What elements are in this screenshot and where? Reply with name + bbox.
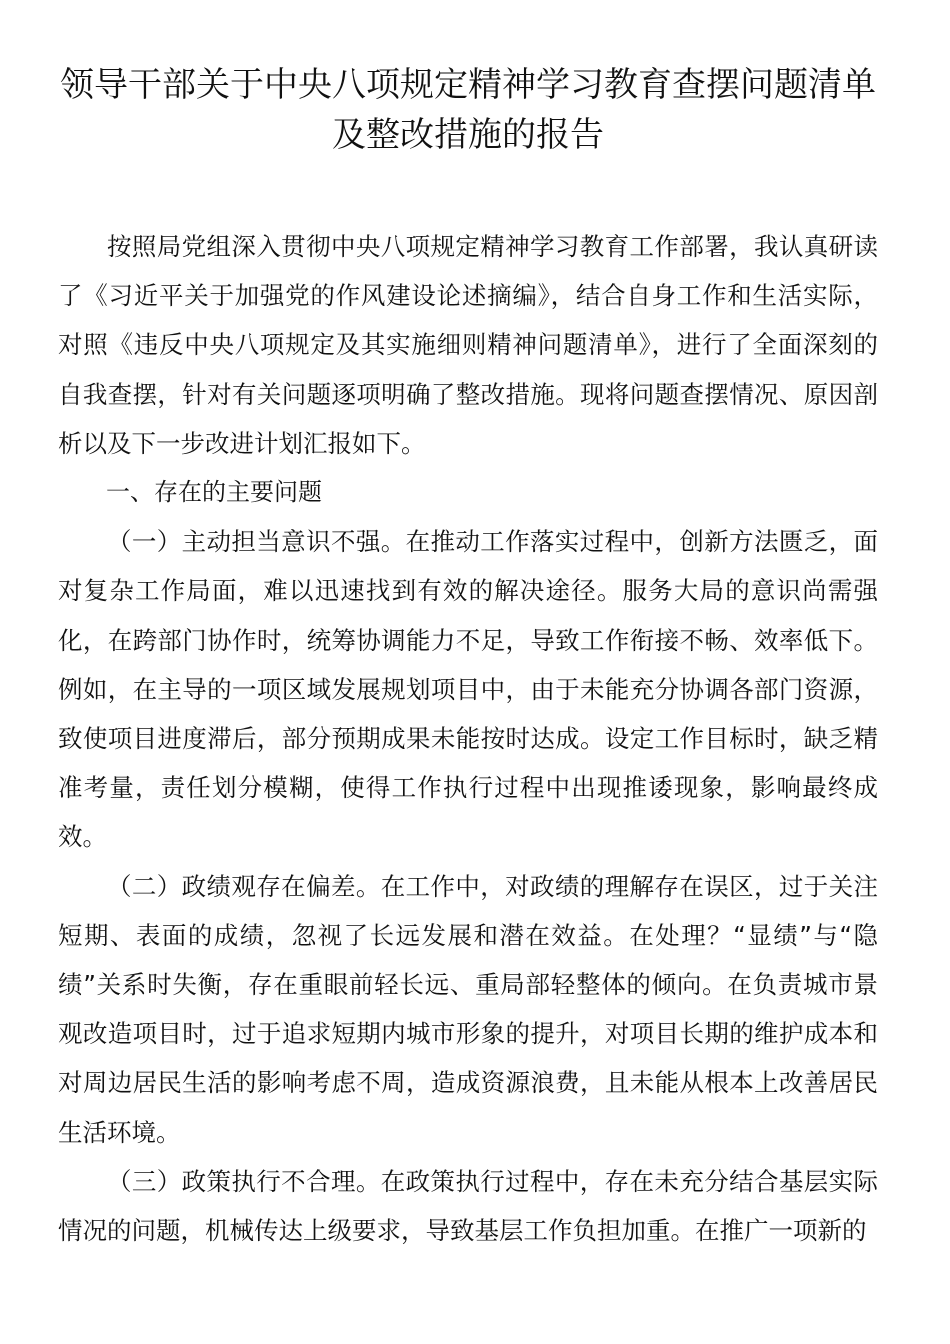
problem-paragraph-1: （一）主动担当意识不强。在推动工作落实过程中，创新方法匮乏，面对复杂工作局面，难以迅速找到有效的解决途径。服务大局的意识尚需强化，在跨部门协作时，统筹协调能力不足，导致工作衔接不畅、效率低下。例如，在主导的一项区域发展规划项目中，由于未能充分协调各部门资源，致使项目进度滞后，部分预期成果未能按时达成。设定工作目标时，缺乏精准考量，责任划分模糊，使得工作执行过程中出现推诿现象，影响最终成效。 [58,527,878,852]
section-heading: 一、存在的主要问题 [106,478,322,507]
problem-paragraph-2: （二）政绩观存在偏差。在工作中，对政绩的理解存在误区，过于关注短期、表面的成绩，忽视了长远发展和潜在效益。在处理？“显绩”与“隐绩”关系时失衡，存在重眼前轻长远、重局部轻整体的倾向。在负责城市景观改造项目时，过于追求短期内城市形象的提升，对项目长期的维护成本和对周边居民生活的影响考虑不周，造成资源浪费，且未能从根本上改善居民生活环境。 [58,871,878,1147]
document-body [58,222,878,1255]
intro-paragraph: 按照局党组深入贯彻中央八项规定精神学习教育工作部署，我认真研读了《习近平关于加强党的作风建设论述摘编》，结合自身工作和生活实际，对照《违反中央八项规定及其实施细则精神问题清单》，进行了全面深刻的自我查摆，针对有关问题逐项明确了整改措施。现将问题查摆情况、原因剖析以及下一步改进计划汇报如下。 [58,232,878,458]
problem-paragraph-3: （三）政策执行不合理。在政策执行过程中，存在未充分结合基层实际情况的问题，机械传达上级要求，导致基层工作负担加重。在推广一项新的 [58,1166,878,1246]
document-title: 领导干部关于中央八项规定精神学习教育查摆问题清单及整改措施的报告 [60,65,876,155]
